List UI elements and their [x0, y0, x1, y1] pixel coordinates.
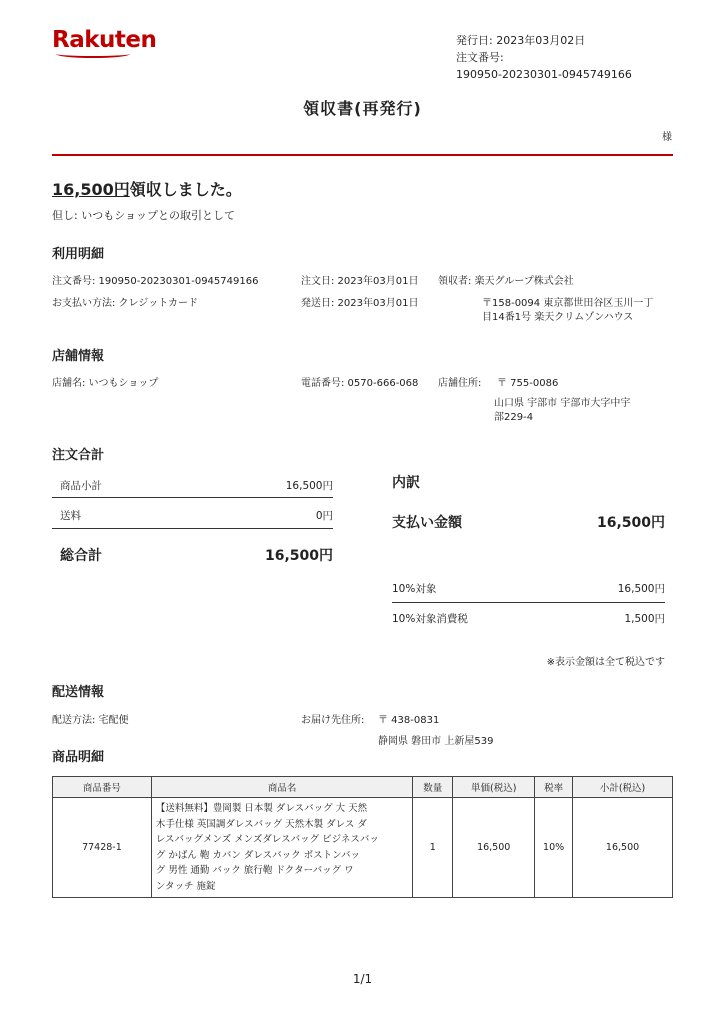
shipping-label: 送料 [60, 510, 81, 522]
rakuten-logo: Rakuten [52, 27, 157, 53]
item-code: 77428-1 [53, 798, 152, 898]
item-name [151, 798, 412, 898]
delivery-heading: 配送情報 [52, 685, 105, 700]
received-amount-line [52, 177, 242, 200]
breakdown-divider [392, 602, 665, 603]
honorific: 様 [662, 132, 672, 143]
col-header-unit-price: 単価(税込) [453, 777, 535, 798]
item-qty: 1 [413, 798, 453, 898]
totals-divider-2 [52, 528, 333, 529]
table-row [53, 798, 673, 898]
col-header-subtotal: 小計(税込) [573, 777, 673, 798]
received-amount: 16,500円 [52, 180, 130, 199]
receipt-meta [456, 32, 632, 83]
tax-value: 1,500円 [624, 613, 665, 625]
col-header-tax-rate: 税率 [535, 777, 573, 798]
taxable-label: 10%対象 [392, 583, 437, 595]
proviso: 但し: いつもショップとの取引として [52, 209, 235, 222]
subtotal-value: 16,500円 [285, 480, 333, 492]
store-heading: 店舗情報 [52, 349, 105, 364]
page-number: 1/1 [352, 972, 373, 986]
delivery-address: 静岡県 磐田市 上新屋539 [378, 736, 494, 747]
grand-total-value: 16,500円 [264, 548, 333, 564]
store-name: 店舗名: いつもショップ [52, 378, 159, 389]
col-header-qty: 数量 [413, 777, 453, 798]
items-heading: 商品明細 [52, 750, 105, 765]
item-tax-rate: 10% [535, 798, 573, 898]
usage-order-number: 注文番号: 190950-20230301-0945749166 [52, 276, 259, 287]
order-number-label: 注文番号: [456, 51, 504, 64]
subtotal-label: 商品小計 [60, 480, 102, 492]
items-table [52, 776, 673, 898]
store-address-line2: 部229-4 [494, 412, 534, 423]
header-divider [52, 154, 673, 156]
delivery-method: 配送方法: 宅配便 [52, 715, 129, 726]
received-text: 領収しました。 [129, 180, 242, 199]
store-address-line1: 山口県 宇部市 宇部市大字中宇 [494, 398, 631, 409]
item-name-line: グ 男性 通勤 バック 旅行鞄 ドクターバッグ ワ [155, 865, 354, 876]
usage-address-line1: 〒158-0094 東京都世田谷区玉川一丁 [482, 298, 654, 309]
logo-swoosh-icon [56, 50, 130, 58]
store-postal: 〒 755-0086 [497, 378, 559, 389]
usage-ship-date: 発送日: 2023年03月01日 [301, 298, 419, 309]
delivery-address-label: お届け先住所: [301, 715, 365, 726]
item-name-line: ンタッチ 施錠 [155, 880, 216, 892]
order-number: 190950-20230301-0945749166 [456, 68, 632, 81]
paid-amount-label: 支払い金額 [392, 515, 462, 531]
breakdown-heading: 内訳 [392, 475, 420, 491]
usage-order-date: 注文日: 2023年03月01日 [301, 276, 419, 287]
delivery-postal: 〒 438-0831 [378, 715, 440, 726]
page-title: 領収書(再発行) [303, 99, 422, 118]
totals-heading: 注文合計 [52, 448, 105, 463]
store-address-label: 店舗住所: [438, 378, 482, 389]
item-name-line: レスバッグメンズ メンズダレスバッグ ビジネスバッ [155, 834, 379, 845]
usage-recipient: 領収者: 楽天グループ株式会社 [438, 276, 574, 287]
shipping-value: 0円 [315, 510, 333, 522]
item-subtotal: 16,500 [573, 798, 673, 898]
item-name-line: 木手仕様 英国調ダレスバッグ 天然木製 ダレス ダ [155, 818, 367, 830]
totals-divider-1 [52, 497, 333, 498]
grand-total-label: 総合計 [60, 548, 102, 564]
usage-payment-method: お支払い方法: クレジットカード [52, 298, 198, 309]
usage-address-line2: 目14番1号 楽天クリムゾンハウス [482, 312, 634, 323]
col-header-name: 商品名 [151, 777, 412, 798]
item-name-line: 【送料無料】豊岡製 日本製 ダレスバッグ 大 天然 [155, 803, 368, 814]
item-name-line: グ かばん 鞄 カバン ダレスバック ボストンバッ [155, 849, 360, 861]
tax-label: 10%対象消費税 [392, 613, 468, 625]
tax-included-note: ※表示金額は全て税込です [546, 657, 665, 668]
items-header-row [53, 777, 673, 798]
paid-amount-value: 16,500円 [596, 515, 665, 531]
store-phone: 電話番号: 0570-666-068 [301, 378, 419, 389]
taxable-value: 16,500円 [617, 583, 665, 595]
item-unit-price: 16,500 [453, 798, 535, 898]
col-header-code: 商品番号 [53, 777, 152, 798]
issue-date: 発行日: 2023年03月02日 [456, 34, 586, 47]
usage-heading: 利用明細 [52, 247, 105, 262]
